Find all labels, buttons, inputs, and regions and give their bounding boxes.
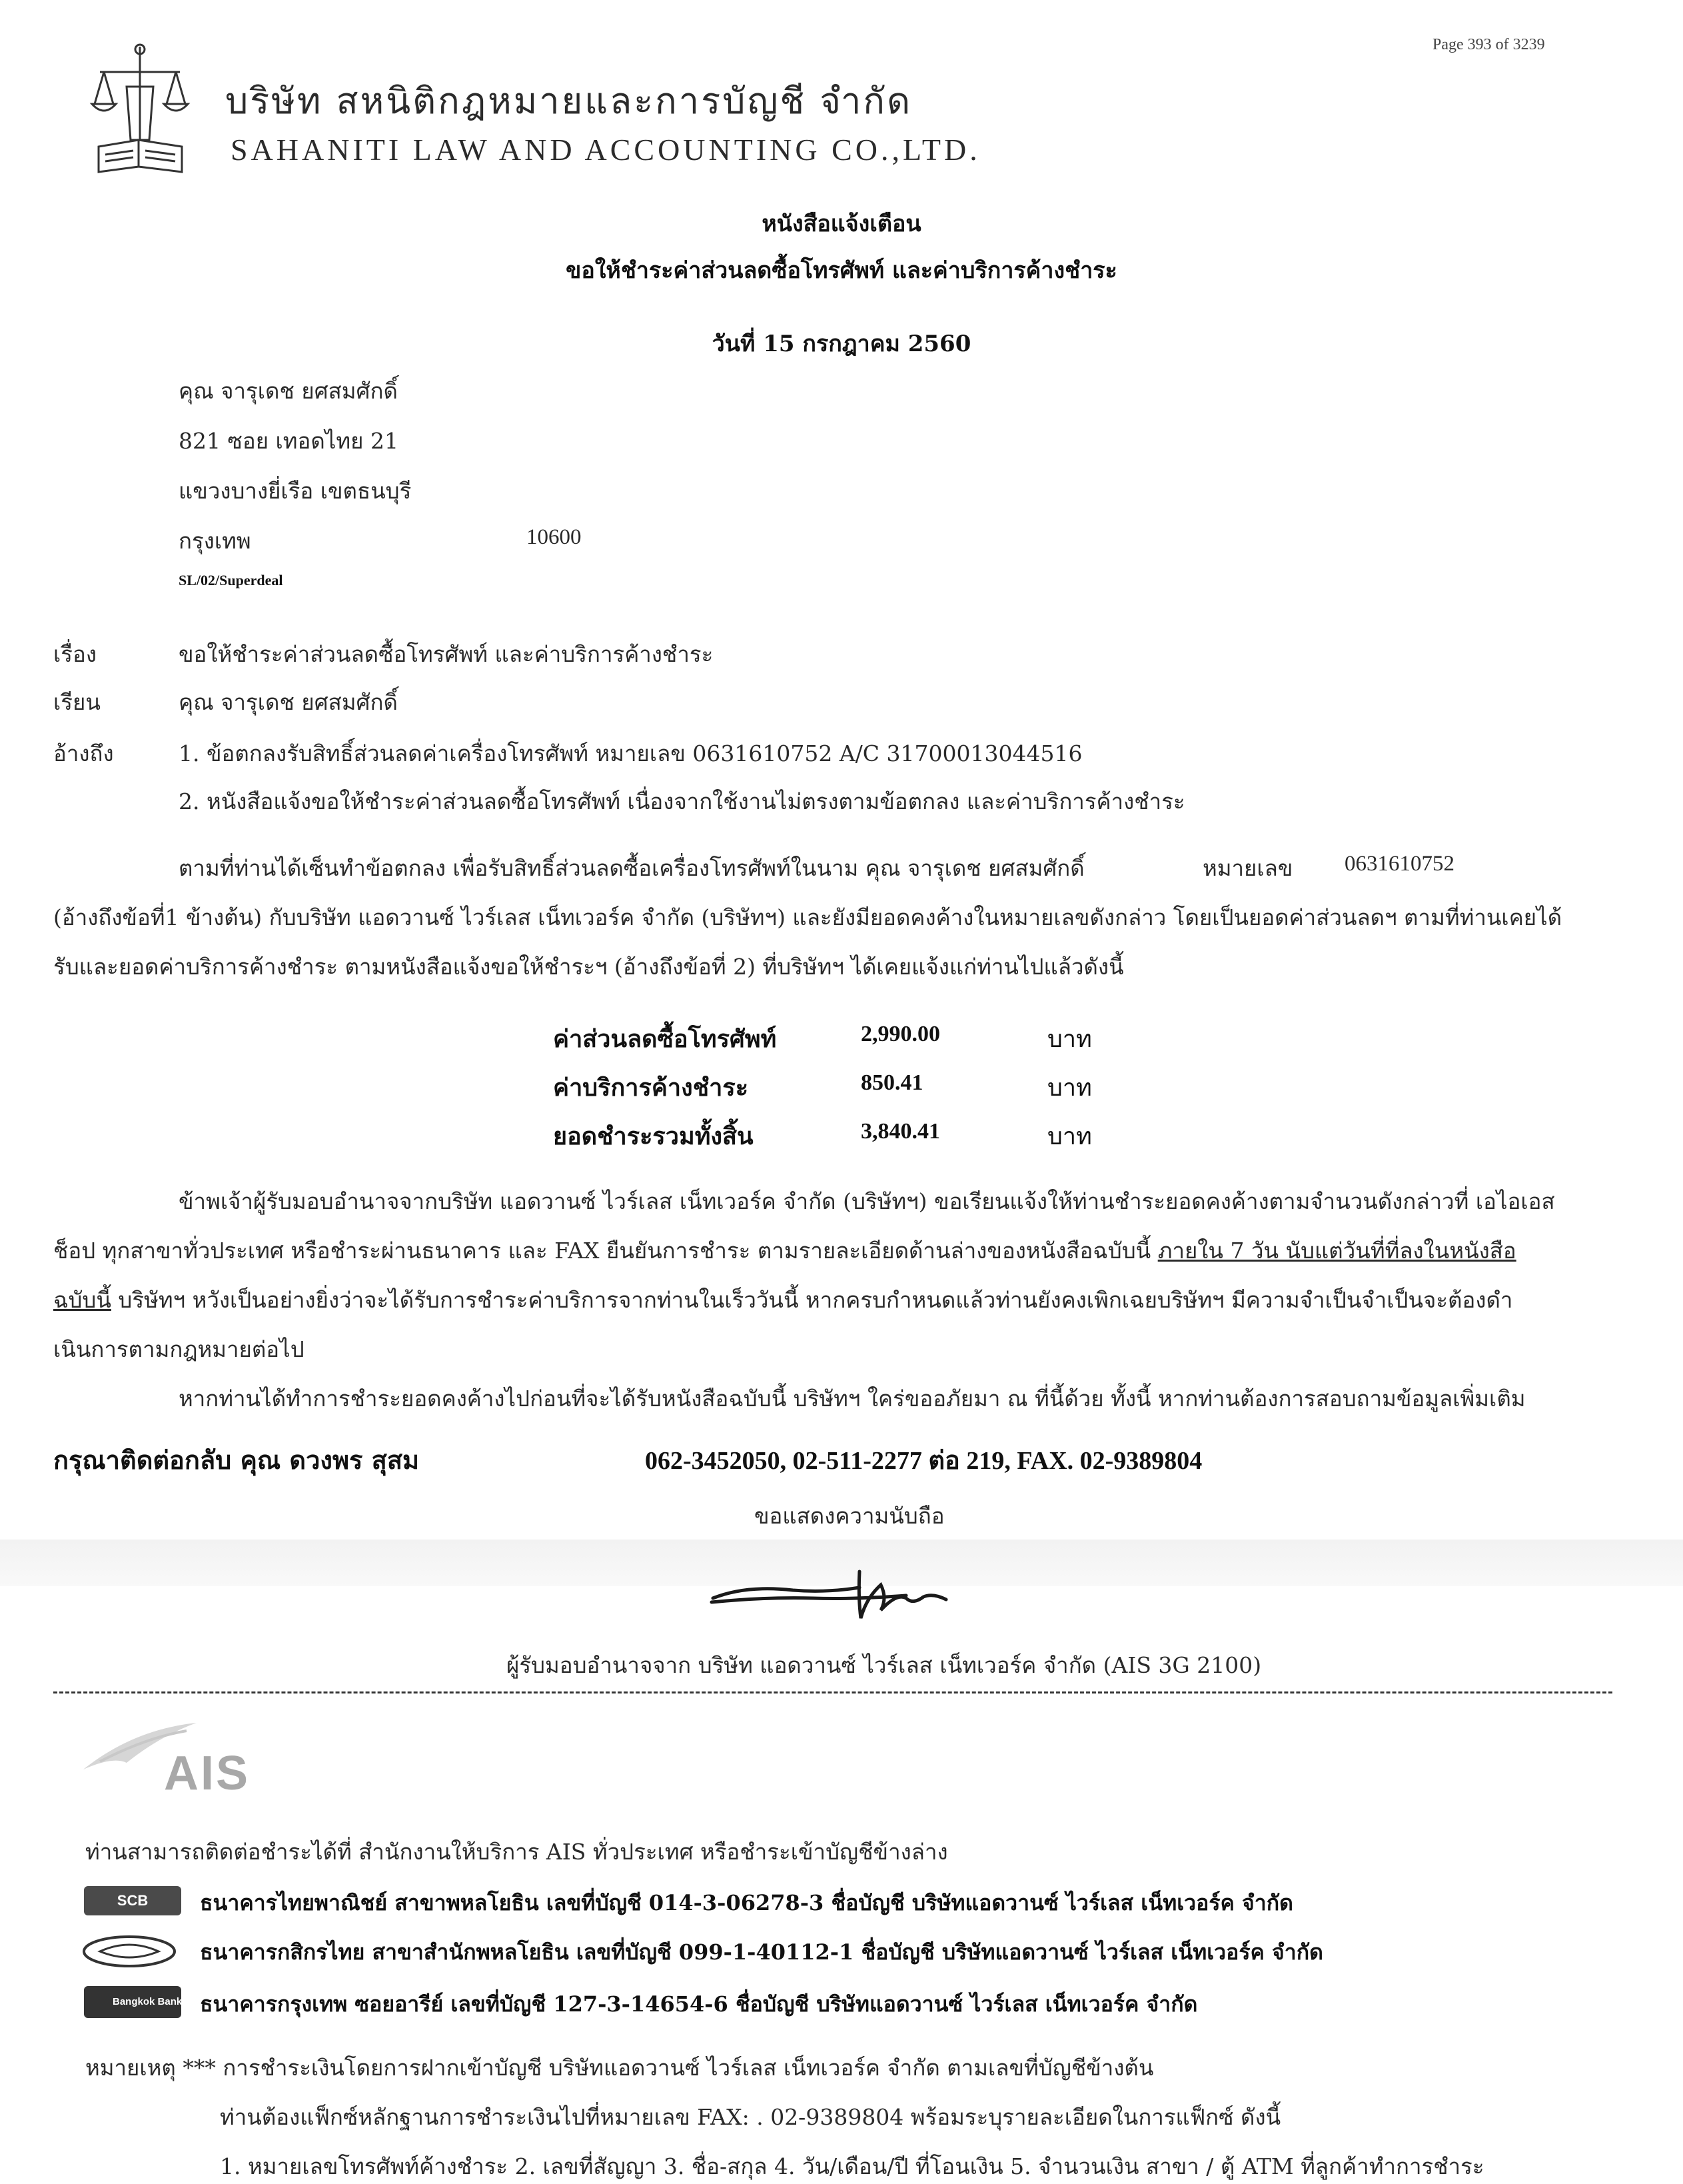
closing-text: ขอแสดงความนับถือ [754,1503,945,1529]
to-value: คุณ จารุเดช ยศสมศักดิ์ [179,689,398,715]
notice-title: หนังสือแจ้งเตือน [762,211,921,237]
amount-value-total: 3,840.41 [861,1119,940,1144]
amount-value-service: 850.41 [861,1070,923,1095]
amount-label-total: ยอดชำระรวมทั้งสิ้น [553,1122,754,1150]
payment-note-line2: ท่านต้องแฟ็กซ์หลักฐานการชำระเงินไปที่หมายเลข FAX: . 02-9389804 พร้อมระบุรายละเอียดในการแฟ็กซ์ ดังนี้ [220,2104,1281,2130]
amount-label-service: ค่าบริการค้างชำระ [553,1074,749,1102]
payment-note-line1: หมายเหตุ *** การชำระเงินโดยการฝากเข้าบัญชี บริษัทแอดวานซ์ ไวร์เลส เน็ทเวอร์ค จำกัด ตามเลขที่บัญชีข้างต้น [85,2055,1154,2081]
amount-label-discount: ค่าส่วนลดซื้อโทรศัพท์ [553,1025,777,1053]
reference-item-2: 2. หนังสือแจ้งขอให้ชำระค่าส่วนลดซื้อโทรศัพท์ เนื่องจากใช้งานไม่ตรงตามข้อตกลง และค่าบริการค้างชำระ [179,788,1185,814]
paragraph2-line4: เนินการตามกฎหมายต่อไป [53,1336,304,1362]
paragraph1-line3: รับและยอดค่าบริการค้างชำระ ตามหนังสือแจ้งขอให้ชำระฯ (อ้างถึงข้อที่ 2) ที่บริษัทฯ ได้เคยแจ้งแก่ท่านไปแล้วดังนี้ [53,954,1124,980]
amount-unit-total: บาท [1047,1123,1092,1150]
company-name-thai: บริษัท สหนิติกฎหมายและการบัญชี จำกัด [225,80,913,122]
paragraph2-line1: ข้าพเจ้าผู้รับมอบอำนาจจากบริษัท แอดวานซ์ ไวร์เลส เน็ทเวอร์ค จำกัด (บริษัทฯ) ขอเรียนแจ้งให้ท่านชำระยอดคงค้างตามจำนวนดังกล่าวที่ เอไอเอส [179,1188,1555,1214]
contact-person: กรุณาติดต่อกลับ คุณ ดวงพร สุสม [53,1445,420,1475]
reference-label: อ้างถึง [53,740,114,766]
ais-payment-intro: ท่านสามารถติดต่อชำระได้ที่ สำนักงานให้บริการ AIS ทั่วประเทศ หรือชำระเข้าบัญชีข้างล่าง [85,1839,948,1865]
kasikorn-bank-logo [80,1933,179,1970]
company-name-english: SAHANITI LAW AND ACCOUNTING CO.,LTD. [231,133,981,167]
paragraph3-line1: หากท่านได้ทำการชำระยอดคงค้างไปก่อนที่จะได้รับหนังสือฉบับนี้ บริษัทฯ ใคร่ขออภัยมา ณ ที่นี้ด้วย ทั้งนี้ หากท่านต้องการสอบถามข้อมูลเพิ่มเติม [179,1386,1526,1412]
payment-deadline: ภายใน 7 วัน นับแต่วันที่ที่ลงในหนังสือ [1157,1238,1516,1264]
bank-kasikorn-details: ธนาคารกสิกรไทย สาขาสำนักพหลโยธิน เลขที่บัญชี 099-1-40112-1 ชื่อบัญชี บริษัทแอดวานซ์ ไวร์เลส เน็ทเวอร์ค จำกัด [200,1939,1323,1965]
to-label: เรียน [53,689,101,715]
page-number: Page 393 of 3239 [1432,36,1545,53]
recipient-postcode: 10600 [526,525,582,549]
recipient-address-line2: แขวงบางยี่เรือ เขตธนบุรี [179,478,412,504]
amount-value-discount: 2,990.00 [861,1022,940,1046]
scb-bank-logo-text: SCB [117,1892,149,1909]
phone-number-label: หมายเลข [1203,855,1293,881]
paragraph1-line2: (อ้างถึงข้อที่1 ข้างต้น) กับบริษัท แอดวานซ์ ไวร์เลส เน็ทเวอร์ค จำกัด (บริษัทฯ) และยังมียอดคงค้างในหมายเลขดังกล่าว โดยเป็นยอดค่าส่วนลดฯ ตามที่ท่านเคยได้ [53,904,1562,930]
bank-bangkok-details: ธนาคารกรุงเทพ ซอยอารีย์ เลขที่บัญชี 127-3-14654-6 ชื่อบัญชี บริษัทแอดวานซ์ ไวร์เลส เน็ทเวอร์ค จำกัด [200,1991,1198,2017]
bank-scb-details: ธนาคารไทยพาณิชย์ สาขาพหลโยธิน เลขที่บัญชี 014-3-06278-3 ชื่อบัญชี บริษัทแอดวานซ์ ไวร์เลส เน็ทเวอร์ค จำกัด [200,1890,1293,1915]
payment-deadline-cont: ฉบับนี้ [53,1287,111,1313]
recipient-address-line1: 821 ซอย เทอดไทย 21 [179,428,398,454]
amount-unit-discount: บาท [1047,1026,1092,1053]
handwritten-signature [706,1558,986,1632]
paragraph2-line3 [53,1282,1512,1318]
recipient-name: คุณ จารุเดช ยศสมศักดิ์ [179,378,398,404]
ais-logo-text: AIS [164,1747,251,1800]
dashed-cut-line [53,1691,1612,1693]
subject-label: เรื่อง [53,641,97,667]
notice-date: วันที่ 15 กรกฎาคม 2560 [712,331,971,357]
notice-subtitle: ขอให้ชำระค่าส่วนลดซื้อโทรศัพท์ และค่าบริการค้างชำระ [566,257,1117,284]
scales-of-justice-logo [85,40,195,177]
bangkok-bank-logo-text: Bangkok Bank [113,1996,183,2007]
paragraph2-line2-text: ช็อป ทุกสาขาทั่วประเทศ หรือชำระผ่านธนาคาร และ FAX ยืนยันการชำระ ตามรายละเอียดด้านล่างของหนังสือฉบับนี้ [53,1238,1158,1264]
scb-bank-logo [84,1886,181,1915]
reference-code: SL/02/Superdeal [179,572,283,588]
phone-number: 0631610752 [1345,852,1454,876]
signatory-text: ผู้รับมอบอำนาจจาก บริษัท แอดวานซ์ ไวร์เลส เน็ทเวอร์ค จำกัด (AIS 3G 2100) [506,1652,1262,1678]
amount-unit-service: บาท [1047,1074,1092,1102]
reference-item-1: 1. ข้อตกลงรับสิทธิ์ส่วนลดค่าเครื่องโทรศัพท์ หมายเลข 0631610752 A/C 31700013044516 [179,740,1083,766]
paragraph1-line1: ตามที่ท่านได้เซ็นทำข้อตกลง เพื่อรับสิทธิ์ส่วนลดซื้อเครื่องโทรศัพท์ในนาม คุณ จารุเดช ยศสมศักดิ์ [179,855,1085,881]
recipient-city: กรุงเทพ [179,528,251,554]
subject-value: ขอให้ชำระค่าส่วนลดซื้อโทรศัพท์ และค่าบริการค้างชำระ [179,641,714,667]
paragraph2-line3-text: บริษัทฯ หวังเป็นอย่างยิ่งว่าจะได้รับการชำระค่าบริการจากท่านในเร็ววันนี้ หากครบกำหนดแล้วท่านยังคงเพิกเฉยบริษัทฯ มีความจำเป็นจำเป็นจะต้องดำ [111,1287,1513,1313]
contact-phones: 062-3452050, 02-511-2277 ต่อ 219, FAX. 02-9389804 [645,1447,1203,1475]
payment-note-line3: 1. หมายเลขโทรศัพท์ค้างชำระ 2. เลขที่สัญญา 3. ชื่อ-สกุล 4. วัน/เดือน/ปี ที่โอนเงิน 5. จำนวนเงิน สาขา / ตู้ ATM ที่ลูกค้าทำการชำระ [220,2153,1484,2179]
paragraph2-line2 [53,1233,1516,1268]
bangkok-bank-logo [84,1986,181,2018]
